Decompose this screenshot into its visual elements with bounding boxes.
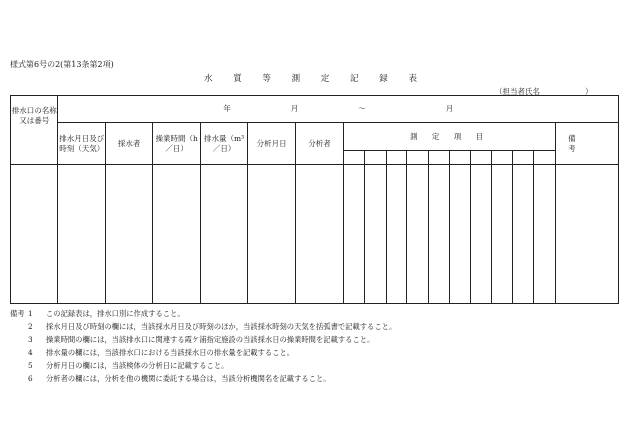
- note-item: [10, 346, 396, 359]
- col-items-label: 測 定 項 目: [409, 131, 490, 141]
- data-cell-item: [513, 165, 534, 304]
- notes-label: 備考: [10, 309, 25, 318]
- data-cell-item: [364, 165, 386, 304]
- data-cell-item: [407, 165, 429, 304]
- period-month-to: 月: [445, 104, 454, 114]
- data-cell-item: [471, 165, 492, 304]
- col-analysis-date-label: 分析月日: [256, 138, 287, 148]
- col-datetime-label: 排水月日及び時刻（天気）: [59, 133, 105, 153]
- data-cell-item: [386, 165, 407, 304]
- data-cell-sampler: [105, 165, 152, 304]
- measurement-record-table: [10, 95, 619, 304]
- col-header-items: [344, 123, 555, 151]
- note-text: 採水月日及び時刻の欄には，当該採水月日及び時刻のほか，当該採水時刻の天気を括弧書で記載すること。: [46, 322, 397, 331]
- col-header-discharge: [200, 123, 247, 165]
- item-subheader: [471, 151, 492, 165]
- item-subheader: [491, 151, 513, 165]
- note-text: 操業時間の欄には，当該排水口に関連する霞ケ浦指定施設の当該採水日の操業時間を記載すること。: [46, 335, 375, 344]
- note-number: 6: [28, 374, 33, 383]
- data-cell-remarks: [555, 165, 618, 304]
- data-cell-outlet: [11, 165, 58, 304]
- note-text: 分析者の欄には，分析を他の機関に委託する場合は，当該分析機関名を記載すること。: [46, 374, 331, 383]
- note-item: [10, 333, 396, 346]
- data-cell-analyst: [295, 165, 344, 304]
- item-subheader: [428, 151, 449, 165]
- col-sampler-label: 採水者: [117, 138, 141, 148]
- data-cell-discharge: [200, 165, 247, 304]
- data-cell-item: [344, 165, 365, 304]
- outlet-header-label: 排水口の名称又は番号: [11, 106, 57, 125]
- item-subheader: [449, 151, 471, 165]
- item-subheader: [513, 151, 534, 165]
- data-cell-datetime: [58, 165, 105, 304]
- note-item: [10, 359, 396, 372]
- col-header-analyst: [295, 123, 344, 165]
- col-header-remarks: [555, 123, 618, 165]
- col-header-datetime: [58, 123, 105, 165]
- note-text: 分析月日の欄には，当該検体の分析日に記載すること。: [46, 361, 229, 370]
- col-header-sampler: [105, 123, 152, 165]
- item-subheader: [386, 151, 407, 165]
- item-subheader: [534, 151, 556, 165]
- col-discharge-label: 排水量（m³／日）: [204, 133, 245, 153]
- header-row: [11, 123, 619, 151]
- item-subheader: [407, 151, 429, 165]
- note-number: 4: [28, 348, 33, 357]
- person-in-charge: （担当者氏名 ）: [495, 87, 593, 96]
- data-cell-op-hours: [153, 165, 200, 304]
- note-number: 2: [28, 322, 33, 331]
- form-reference: 様式第6号の2(第13条第2項): [10, 60, 114, 69]
- note-item: [10, 372, 396, 385]
- item-subheader: [364, 151, 386, 165]
- period-tilde: ～: [358, 104, 366, 114]
- col-op-hours-label: 操業時間（h／日）: [155, 133, 198, 153]
- note-number: 5: [28, 361, 33, 370]
- data-cell-item: [428, 165, 449, 304]
- col-header-analysis-date: [248, 123, 295, 165]
- data-cell-item: [491, 165, 513, 304]
- period-month-from: 月: [290, 104, 299, 114]
- data-cell-item: [534, 165, 556, 304]
- notes: [10, 307, 396, 385]
- document-title: 水 質 等 測 定 記 録 表: [204, 74, 426, 84]
- data-row: [11, 165, 619, 304]
- col-header-op-hours: [153, 123, 200, 165]
- period-row: [11, 96, 619, 123]
- note-number: 1: [28, 309, 33, 318]
- note-text: 排水量の欄には，当該排水口における当該採水日の排水量を記載すること。: [46, 348, 295, 357]
- note-item: [10, 307, 396, 320]
- note-text: この記録表は，排水口別に作成すること。: [46, 309, 185, 318]
- col-remarks-label: 備 考: [568, 133, 606, 153]
- period-year: 年: [223, 104, 231, 114]
- period-cell: [58, 96, 619, 123]
- data-cell-analysis-date: [248, 165, 295, 304]
- col-analyst-label: 分析者: [308, 138, 331, 148]
- note-item: [10, 320, 396, 333]
- outlet-header: [11, 96, 58, 165]
- data-cell-item: [449, 165, 471, 304]
- item-subheader: [344, 151, 365, 165]
- note-number: 3: [28, 335, 33, 344]
